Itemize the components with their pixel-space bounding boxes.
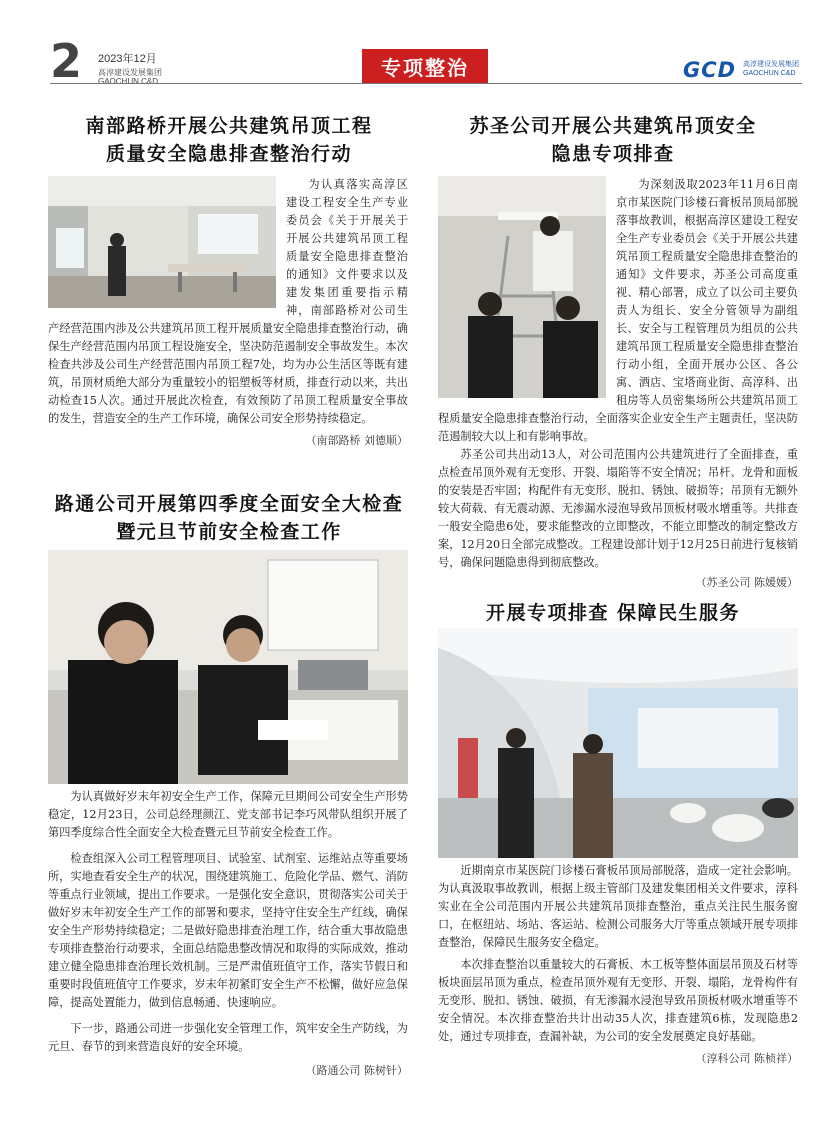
article-signature: （苏圣公司 陈媛媛）: [695, 576, 798, 589]
article-paragraph: 本次排查整治以重量较大的石膏板、木工板等整体面层吊顶及石材等板块面层吊顶为重点，检查吊顶外观有无变形、开裂、塌陷，龙骨构件有无变形、脱扣、锈蚀、破损，有无渗漏水浸泡导致吊顶板材吸水增重等不安全情况。本次排查整治共计出动35人次，排查建筑6栋，发现隐患2处，通过专项排查，查漏补缺，为公司的安全发展奠定良好基础。: [438, 958, 798, 1043]
logo-org-en: GAOCHUN C&D: [743, 70, 796, 77]
article-paragraph: 苏圣公司共出动13人，对公司范围内公共建筑进行了全面排查，重点检查吊顶外观有无变形、开裂、塌陷等不安全情况；吊杆、龙骨和面板的安装是否牢固；构配件有无变形、脱扣、锈蚀、破损等；吊顶有无额外较大荷载、有无震动源、无渗漏水浸泡导致吊顶板材吸水增重等。共排查一般安全隐患6处，要求能整改的立即整改，不能立即整改的制定整改方案，12月20日全部完成整改。工程建设部计划于12月25日前进行复核销号，确保问题隐患得到彻底整改。: [438, 448, 798, 569]
article-chunke-title: 开展专项排查 保障民生服务: [485, 602, 741, 624]
article-signature: （淳科公司 陈桢祥）: [695, 1052, 798, 1065]
article-nanbu: [48, 112, 410, 168]
article-chunke-body: [438, 862, 798, 1068]
hospital-hall-photo: [438, 628, 798, 858]
article-paragraph: 为认真做好岁末年初安全生产工作，保障元旦期间公司安全生产形势稳定，12月23日，公司总经理颜江、党支部书记李巧风带队组织开展了第四季度综合性全面安全大检查暨元旦节前安全检查工作。: [48, 790, 408, 839]
title-line-1: 南部路桥开展公共建筑吊顶工程: [85, 115, 373, 137]
article-lutong-body: [48, 788, 408, 1080]
article-title: [428, 112, 798, 168]
title-line-2: 质量安全隐患排查整治行动: [105, 143, 352, 165]
article-paragraph: 为认真落实高淳区建设工程安全生产专业委员会《关于开展关于开展公共建筑吊顶工程质量安全隐患排查整治的通知》文件要求以及建发集团重要指示精神，南部路桥对公司生产经营范围内涉及公共建筑吊顶工程开展质量安全隐患排查整治行动，确保生产经营范围内吊顶工程设施安全，坚决防范遏制安全事故发生。本次检查共涉及公司生产经营范围内吊顶工程7处，均为办公生活区等既有建筑，吊顶材质绝大部分为重量较小的铝塑板等材质，排查行动以来，共出动检查15人次。通过开展此次检查，有效预防了吊顶工程质量安全事故的发生，营造安全的生产工作环境，确保公司安全形势持续稳定。: [48, 178, 408, 425]
publisher-name-en: GAOCHUN C&D: [98, 77, 159, 86]
header-rule: [50, 83, 802, 84]
article-title: [48, 490, 410, 546]
title-line-1: 苏圣公司开展公共建筑吊顶安全: [469, 115, 757, 137]
article-signature: （南部路桥 刘德顺）: [305, 434, 408, 447]
article-paragraph: 检查组深入公司工程管理项目、试验室、试剂室、运维站点等重要场所，实地查看安全生产的状况，围绕建筑施工、危险化学品、燃气、消防等重点行业领域，提出工作要求。一是强化安全意识，贯彻落实公司关于做好岁末年初安全生产工作的部署和要求，坚持守住安全生产红线，确保安全生产形势持续稳定；二是做好隐患排查治理工作，结合重大事故隐患专项排查整治行动要求，全面总结隐患整改情况和取得的实际成效，推动建立健全隐患排查治理长效机制。三是严肃值班值守工作，落实节假日和重要时段值班值守工作要求，岁末年初紧盯安全生产不松懈，做好应急保障，提高处置能力，做到信息畅通、快速响应。: [48, 852, 408, 1009]
title-line-2: 暨元旦节前安全检查工作: [116, 521, 342, 543]
article-paragraph: 下一步，路通公司进一步强化安全管理工作，筑牢安全生产防线，为元旦、春节的到来营造良好的安全环境。: [48, 1022, 408, 1053]
inspection-photo: [48, 550, 408, 784]
logo-org: [743, 60, 799, 78]
ceiling-inspection-photo: [438, 176, 606, 398]
article-paragraph: 近期南京市某医院门诊楼石膏板吊顶局部脱落，造成一定社会影响。为认真汲取事故教训，根据上级主管部门及建发集团相关文件要求，淳科实业在全公司范围内开展公共建筑吊顶排查整治，重点关注民生服务窗口，在枢纽站、场站、客运站、检测公司服务大厅等重点领域开展专项排查整治，保障民生服务安全稳定。: [438, 864, 798, 949]
article-susheng-body: [438, 176, 798, 592]
logo-org-cn: 高淳建设发展集团: [743, 61, 799, 68]
article-paragraph: 为深刻汲取2023年11月6日南京市某医院门诊楼石膏板吊顶局部脱落事故教训，根据高淳区建设工程安全生产专业委员会《关于开展公共建筑吊顶工程质量安全隐患排查整治的通知》文件要求，苏圣公司高度重视、精心部署，成立了以公司主要负责人为组长、安全分管领导为副组长、安全与工程管理员为组员的公共建筑吊顶工程质量安全隐患排查整治行动小组，全面开展办公区、各公寓、酒店、宝塔商业街、高淳科、出租房等人员密集场所公共建筑吊顶工程质量安全隐患排查整治行动，全面落实企业安全生产主题责任，坚决防范遏制较大以上和有影响事故。: [438, 178, 798, 443]
title-line-1: 路通公司开展第四季度全面安全大检查: [54, 493, 404, 515]
title-line-2: 隐患专项排查: [551, 143, 675, 165]
office-room-photo: [48, 176, 276, 308]
article-susheng: [428, 112, 798, 168]
article-signature: （路通公司 陈树针）: [305, 1064, 408, 1077]
publisher-name-cn: 高淳建设发展集团: [98, 68, 162, 77]
section-label: 专项整治: [362, 49, 488, 83]
page-number: 2: [50, 34, 83, 88]
gcd-logo: [683, 58, 799, 82]
article-nanbu-body: [48, 176, 408, 450]
logo-mark: GCD: [683, 58, 737, 82]
article-lutong: [48, 490, 410, 546]
issue-date: 2023年12月: [98, 53, 157, 65]
article-title: [48, 112, 410, 168]
